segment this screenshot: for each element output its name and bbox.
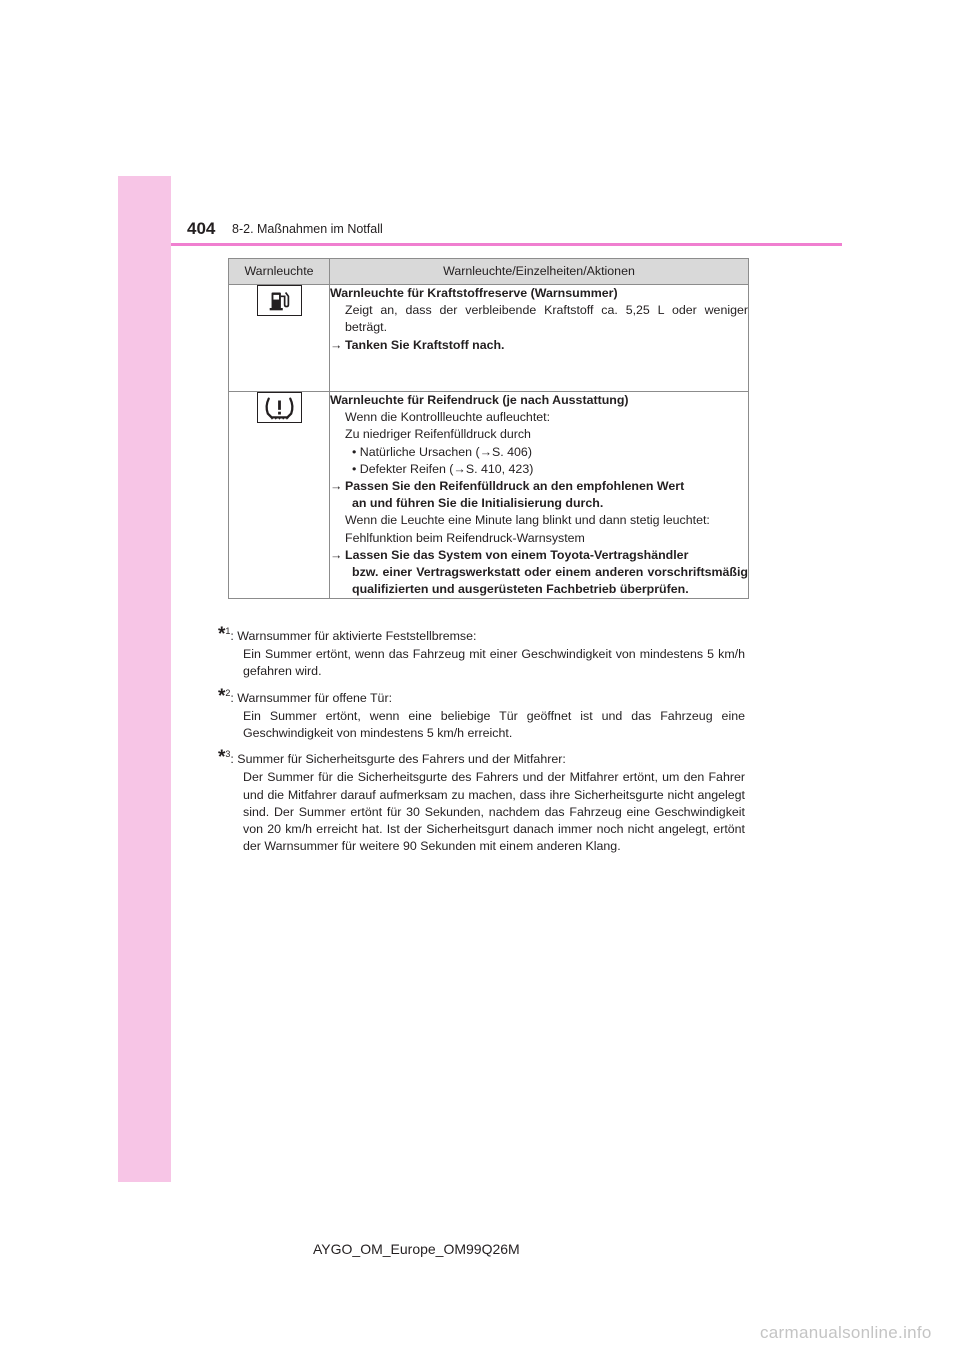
- tire-action-2-line-a: Lassen Sie das System von einem Toyota-Vertragshändler: [345, 547, 689, 562]
- tire-cause-bullet-2: • Defekter Reifen (→S. 410, 423): [352, 461, 534, 476]
- footnote-asterisk: *: [218, 624, 226, 645]
- icon-cell: [229, 392, 330, 599]
- tire-warning-title: Warnleuchte für Reifendruck (je nach Ausstattung): [330, 393, 629, 407]
- table-row-fuel: [229, 285, 749, 392]
- tire-warning-line-4: Fehlfunktion beim Reifendruck-Warnsystem: [345, 530, 585, 545]
- footnote-body: Der Summer für die Sicherheitsgurte des Fahrers und der Mitfahrer ertönt, um den Fahrer und die Mitfahrer darauf aufmerksam zu machen, dass ihre Sicherheitsgurte nicht angelegt sind. Der Summer ertönt für 30 Sekunden, nachdem das Fahrzeug eine Geschwindigkeit von 20 km/h erreicht hat. Ist der Sicherheitsgurt danach immer noch nicht angelegt, ertönt der Warnsummer für weitere 90 Sekunden mit einem anderen Klang.: [243, 770, 745, 854]
- tire-action-2-line-b: bzw. einer Vertragswerkstatt oder einem anderen vorschriftsmäßig qualifizierten und ausgerüsteten Fachbetrieb überprüfen.: [352, 565, 748, 597]
- tire-action-1-line-b: an und führen Sie die Initialisierung durch.: [352, 496, 604, 511]
- fuel-warning-action: [330, 337, 748, 354]
- tire-warning-line-1: Wenn die Kontrollleuchte aufleuchtet:: [345, 410, 551, 425]
- chapter-side-band: [118, 176, 171, 1182]
- footnote-1: [218, 624, 745, 681]
- footnote-title: : Summer für Sicherheitsgurte des Fahrers und der Mitfahrer:: [230, 752, 566, 767]
- tire-warning-line-2: Zu niedriger Reifenfülldruck durch: [345, 427, 531, 442]
- header-rule: [171, 243, 842, 246]
- fuel-warning-details: [330, 285, 749, 392]
- page-number: 404: [187, 219, 216, 238]
- fuel-warning-description: Zeigt an, dass der verbleibende Kraftstoff ca. 5,25 L oder weniger beträgt.: [345, 303, 748, 335]
- tire-warning-line-3: Wenn die Leuchte eine Minute lang blinkt und dann stetig leuchtet:: [345, 513, 710, 528]
- footnote-body: Ein Summer ertönt, wenn eine beliebige Tür geöffnet ist und das Fahrzeug eine Geschwindigkeit von mindestens 5 km/h erreicht.: [243, 708, 745, 741]
- footnote-body: Ein Summer ertönt, wenn das Fahrzeug mit einer Geschwindigkeit von mindestens 5 km/h gefahren wird.: [243, 647, 745, 679]
- watermark: carmanualsonline.info: [760, 1323, 932, 1342]
- footnote-asterisk: *: [218, 747, 226, 769]
- column-header-details: Warnleuchte/Einzelheiten/Aktionen: [330, 259, 749, 285]
- tire-action-1-line-a: Passen Sie den Reifenfülldruck an den empfohlenen Wert: [345, 479, 685, 494]
- tire-action-1-text: [345, 478, 748, 512]
- footnote-3: [218, 747, 745, 855]
- warning-light-table: [228, 258, 749, 599]
- document-code: AYGO_OM_Europe_OM99Q26M: [313, 1241, 520, 1257]
- table-header-row: [229, 259, 749, 285]
- table-row-tire-pressure: [229, 392, 749, 599]
- tire-warning-action-1: [330, 478, 748, 512]
- arrow-right-icon: →: [330, 547, 343, 562]
- footnote-number: 2: [225, 687, 231, 698]
- column-header-warnleuchte: Warnleuchte: [229, 259, 330, 285]
- tire-action-2-text: [345, 547, 748, 599]
- footnote-number: 1: [225, 626, 231, 636]
- tire-cause-bullet-1: • Natürliche Ursachen (→S. 406): [352, 444, 532, 459]
- tire-pressure-icon: [257, 392, 302, 423]
- arrow-right-icon: →: [330, 337, 343, 352]
- tire-warning-action-2: [330, 547, 748, 599]
- tire-warning-details: [330, 392, 749, 599]
- footnote-asterisk: *: [218, 685, 226, 707]
- footnote-title: : Warnsummer für aktivierte Feststellbremse:: [230, 629, 477, 643]
- fuel-warning-title: Warnleuchte für Kraftstoffreserve (Warnsummer): [330, 286, 618, 300]
- footnote-number: 3: [225, 749, 231, 760]
- footnote-title: : Warnsummer für offene Tür:: [230, 690, 393, 705]
- footnotes: [218, 624, 745, 864]
- footnote-2: [218, 685, 745, 743]
- fuel-action-text: Tanken Sie Kraftstoff nach.: [345, 337, 505, 352]
- icon-cell: [229, 285, 330, 392]
- section-title: 8-2. Maßnahmen im Notfall: [232, 222, 383, 236]
- fuel-pump-icon: [257, 285, 302, 316]
- arrow-right-icon: →: [330, 479, 343, 494]
